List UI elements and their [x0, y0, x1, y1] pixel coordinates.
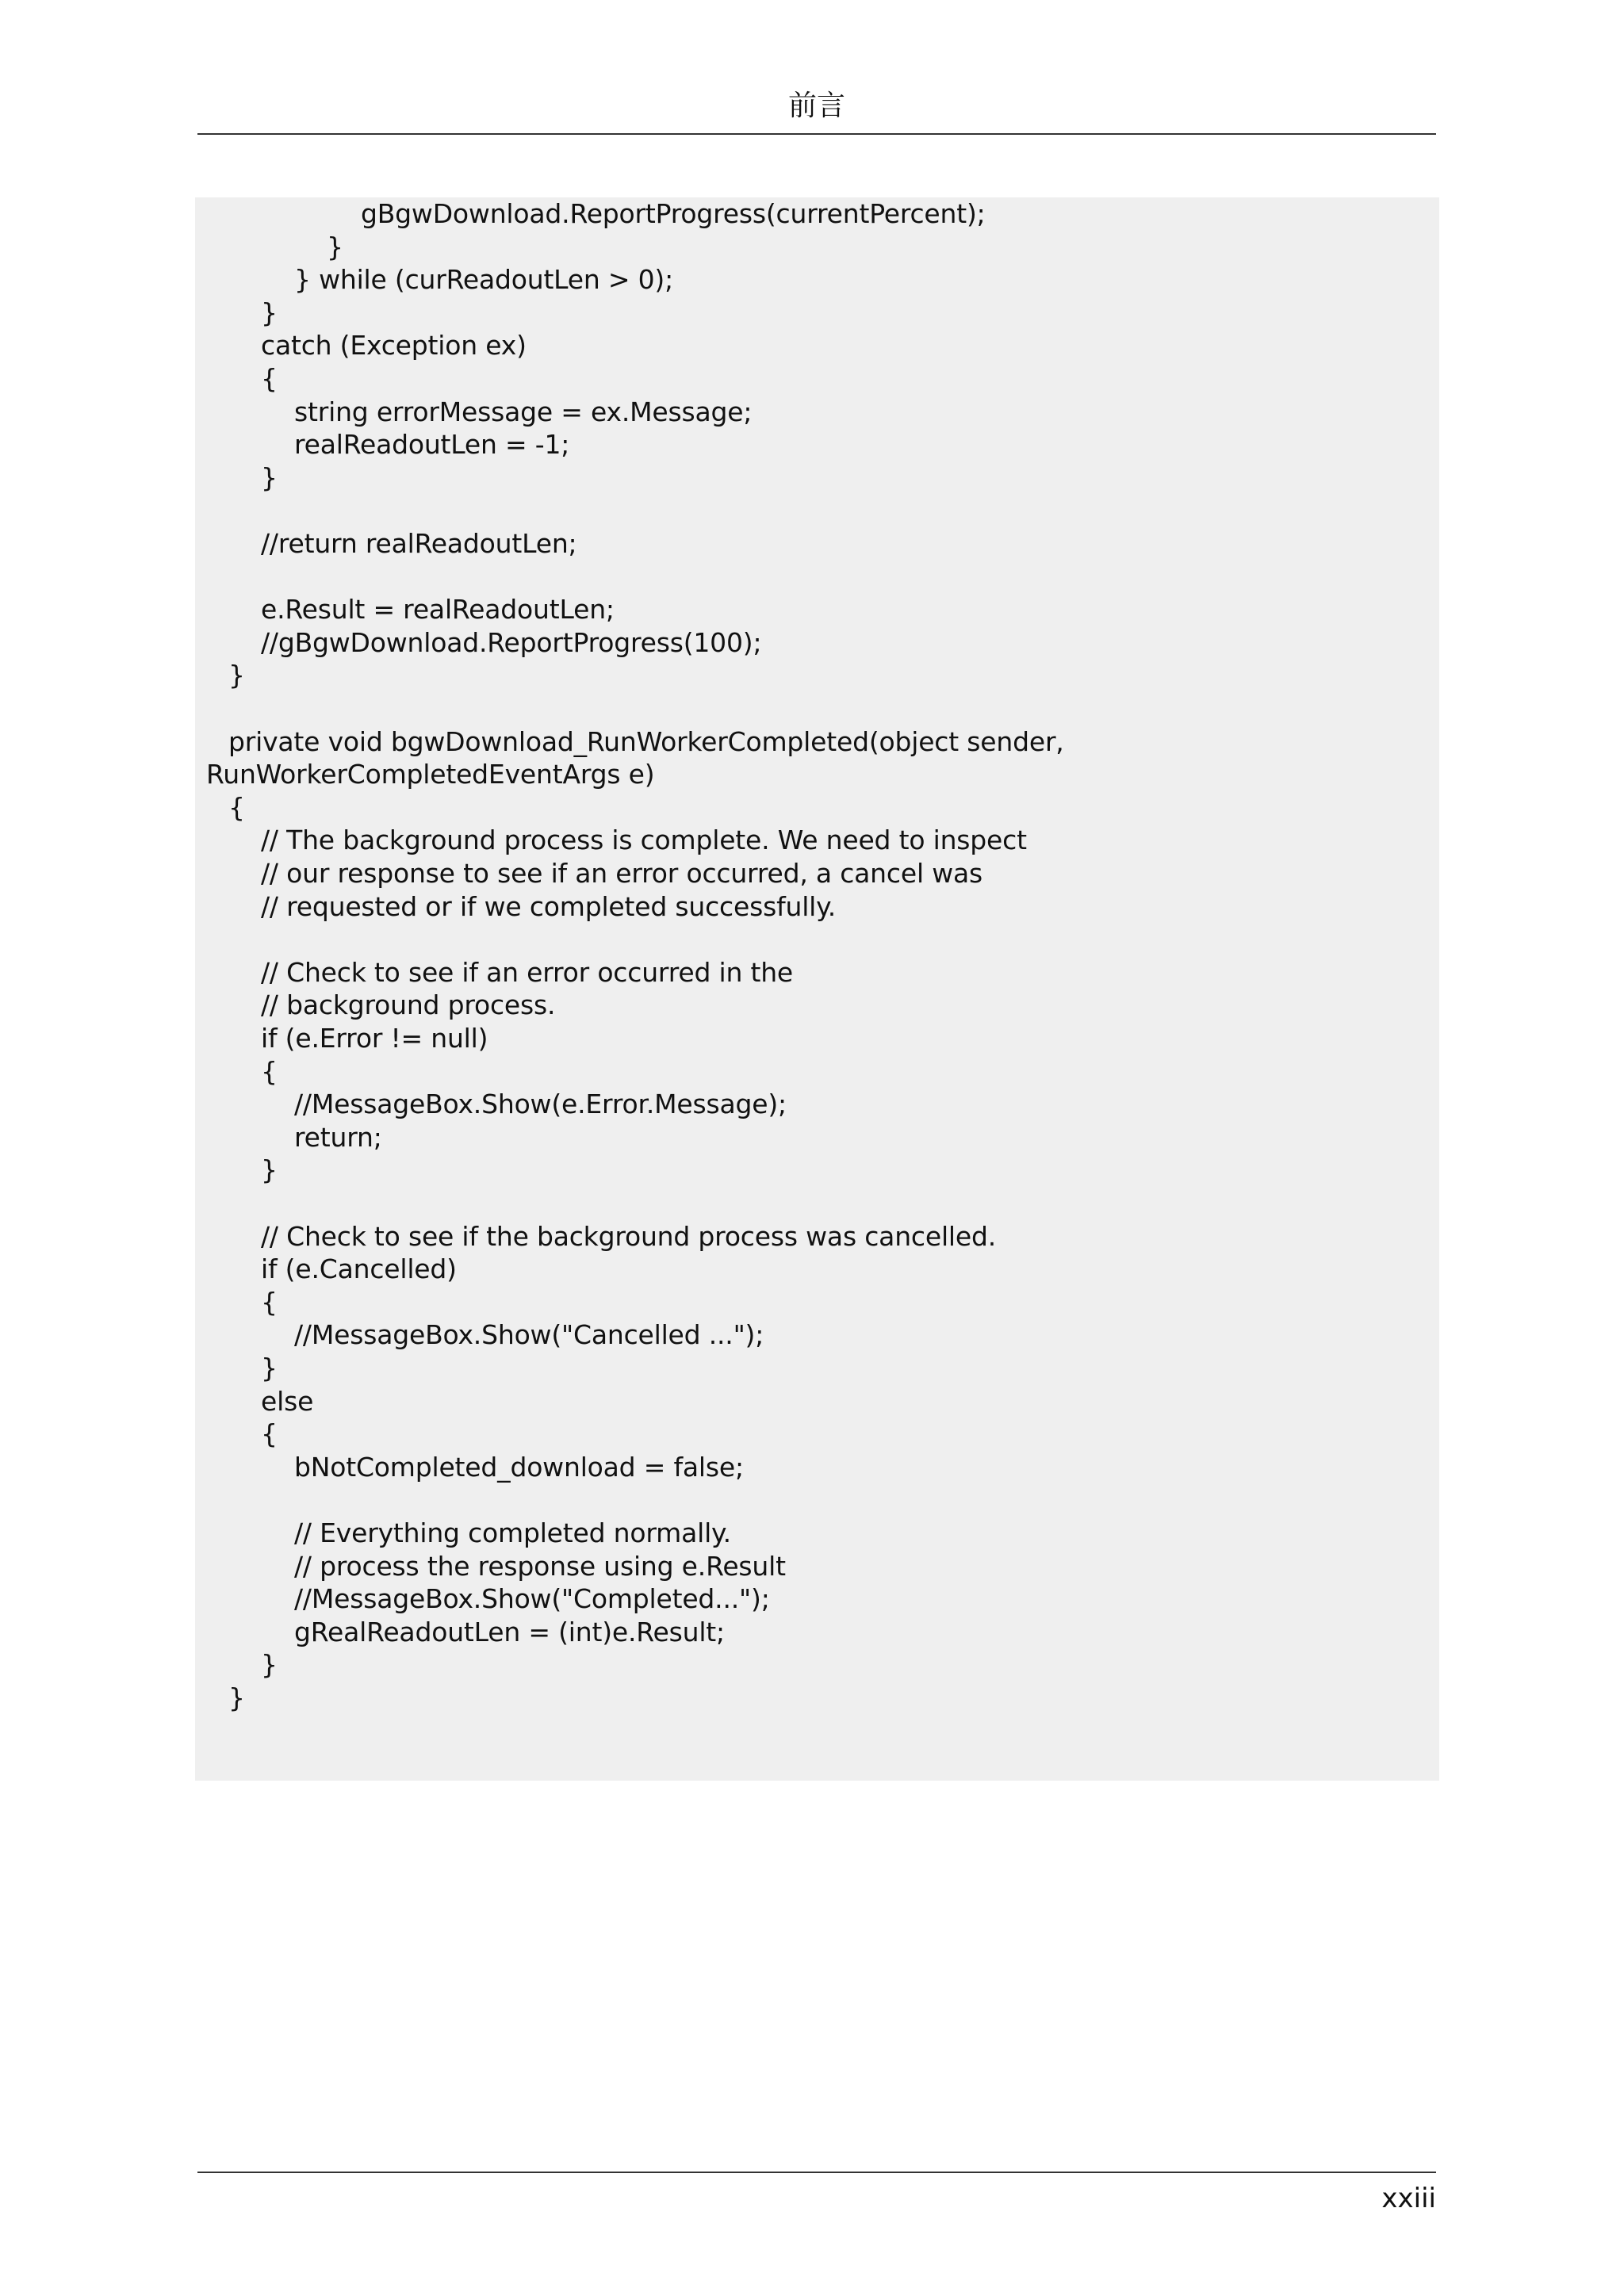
- code-line: {: [261, 1287, 278, 1318]
- code-line: }: [261, 462, 278, 493]
- code-line: bNotCompleted_download = false;: [294, 1452, 744, 1483]
- code-line: private void bgwDownload_RunWorkerCompleted(object sender,: [228, 726, 1064, 757]
- code-line: {: [261, 363, 278, 394]
- code-line: }: [261, 297, 278, 328]
- code-line: // Check to see if the background process was cancelled.: [261, 1221, 997, 1252]
- code-line: //gBgwDownload.ReportProgress(100);: [261, 627, 762, 658]
- code-line: }: [327, 232, 343, 262]
- page-number: xxiii: [1381, 2183, 1436, 2214]
- code-line: e.Result = realReadoutLen;: [261, 594, 615, 625]
- code-line: {: [228, 792, 245, 823]
- code-line: }: [228, 660, 245, 691]
- code-line: gBgwDownload.ReportProgress(currentPercent);: [361, 198, 986, 229]
- code-listing: [195, 197, 1439, 1781]
- code-line: return;: [294, 1122, 382, 1153]
- code-line: // Check to see if an error occurred in the: [261, 957, 794, 988]
- code-line: string errorMessage = ex.Message;: [294, 396, 753, 427]
- code-line: gRealReadoutLen = (int)e.Result;: [294, 1617, 725, 1647]
- code-line: // process the response using e.Result: [294, 1551, 786, 1582]
- code-line: //MessageBox.Show("Cancelled ...");: [294, 1319, 764, 1350]
- code-line: } while (curReadoutLen > 0);: [294, 264, 674, 295]
- code-line: {: [261, 1056, 278, 1087]
- code-line: // requested or if we completed successfully.: [261, 891, 837, 922]
- page-footer: [197, 2172, 1436, 2235]
- code-line: if (e.Error != null): [261, 1023, 488, 1054]
- code-line: }: [261, 1154, 278, 1185]
- code-line: //MessageBox.Show("Completed...");: [294, 1583, 770, 1614]
- code-line: realReadoutLen = -1;: [294, 429, 570, 460]
- page-title: 前言: [787, 90, 845, 122]
- page-header: [197, 86, 1436, 135]
- code-line: {: [261, 1418, 278, 1449]
- code-line: // The background process is complete. We need to inspect: [261, 825, 1027, 855]
- code-line: }: [261, 1649, 278, 1680]
- code-line: //MessageBox.Show(e.Error.Message);: [294, 1089, 787, 1119]
- code-line: else: [261, 1386, 314, 1417]
- code-line: if (e.Cancelled): [261, 1253, 457, 1284]
- code-line: // our response to see if an error occurred, a cancel was: [261, 858, 983, 889]
- code-line: catch (Exception ex): [261, 330, 527, 361]
- code-line: }: [261, 1353, 278, 1383]
- code-line: // background process.: [261, 989, 556, 1020]
- code-line: RunWorkerCompletedEventArgs e): [206, 759, 655, 790]
- code-line: }: [228, 1682, 245, 1713]
- code-line: // Everything completed normally.: [294, 1517, 731, 1548]
- code-line: //return realReadoutLen;: [261, 528, 577, 559]
